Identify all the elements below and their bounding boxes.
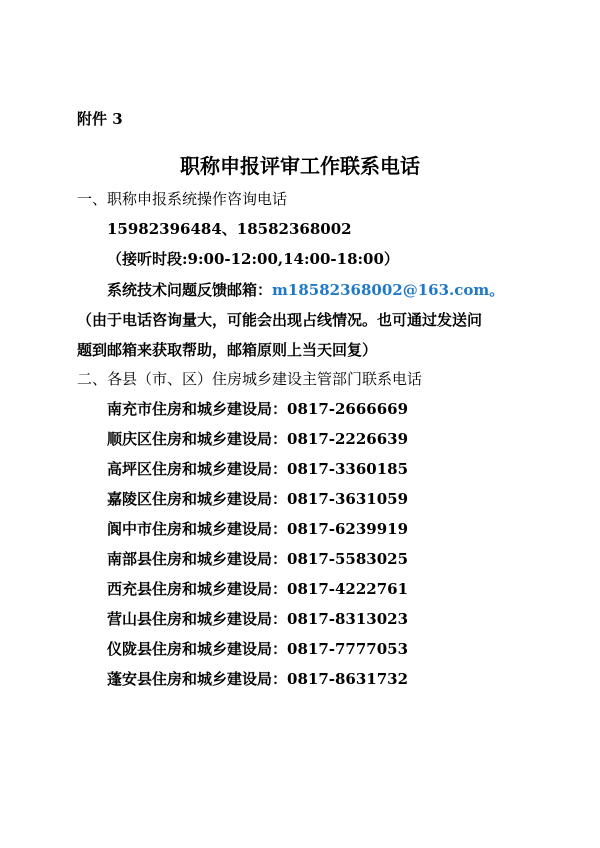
support-phones: 15982396484、18582368002 — [107, 220, 352, 238]
department-row — [107, 548, 408, 569]
attachment-label: 附件 3 — [77, 110, 123, 128]
feedback-email-link[interactable]: m18582368002@163.com。 — [272, 281, 505, 299]
feedback-email-label: 系统技术问题反馈邮箱： — [107, 281, 273, 299]
department-row — [107, 518, 408, 539]
department-phone: 0817-7777053 — [287, 640, 409, 658]
department-name: 营山县住房和城乡建设局： — [107, 610, 288, 628]
department-phone: 0817-4222761 — [287, 580, 409, 598]
department-phone: 0817-3631059 — [287, 490, 409, 508]
department-name: 阆中市住房和城乡建设局： — [107, 520, 288, 538]
department-row — [107, 578, 408, 599]
support-note-line1: （由于电话咨询量大，可能会出现占线情况。也可通过发送问 — [77, 311, 483, 329]
page-title: 职称申报评审工作联系电话 — [180, 154, 420, 178]
department-name: 高坪区住房和城乡建设局： — [107, 460, 288, 478]
department-name: 蓬安县住房和城乡建设局： — [107, 670, 288, 688]
department-row — [107, 608, 408, 629]
department-phone: 0817-5583025 — [287, 550, 409, 568]
department-row — [107, 638, 408, 659]
department-name: 南充市住房和城乡建设局： — [107, 400, 288, 418]
feedback-email-row — [107, 279, 504, 300]
department-name: 嘉陵区住房和城乡建设局： — [107, 490, 288, 508]
department-name: 顺庆区住房和城乡建设局： — [107, 430, 288, 448]
support-note-line2: 题到邮箱来获取帮助，邮箱原则上当天回复） — [77, 341, 378, 359]
department-phone: 0817-2666669 — [287, 400, 409, 418]
department-name: 西充县住房和城乡建设局： — [107, 580, 288, 598]
department-row — [107, 458, 408, 479]
department-name: 仪陇县住房和城乡建设局： — [107, 640, 288, 658]
department-phone: 0817-8313023 — [287, 610, 409, 628]
section1-heading: 一、职称申报系统操作咨询电话 — [77, 190, 288, 208]
department-row — [107, 428, 408, 449]
department-phone: 0817-2226639 — [287, 430, 409, 448]
department-phone: 0817-6239919 — [287, 520, 409, 538]
section2-heading: 二、各县（市、区）住房城乡建设主管部门联系电话 — [77, 370, 423, 388]
department-phone: 0817-8631732 — [287, 670, 409, 688]
department-row — [107, 668, 408, 689]
department-phone: 0817-3360185 — [287, 460, 409, 478]
support-hours: （接听时段:9:00-12:00,14:00-18:00） — [107, 250, 399, 268]
department-row — [107, 488, 408, 509]
department-row — [107, 398, 408, 419]
department-name: 南部县住房和城乡建设局： — [107, 550, 288, 568]
